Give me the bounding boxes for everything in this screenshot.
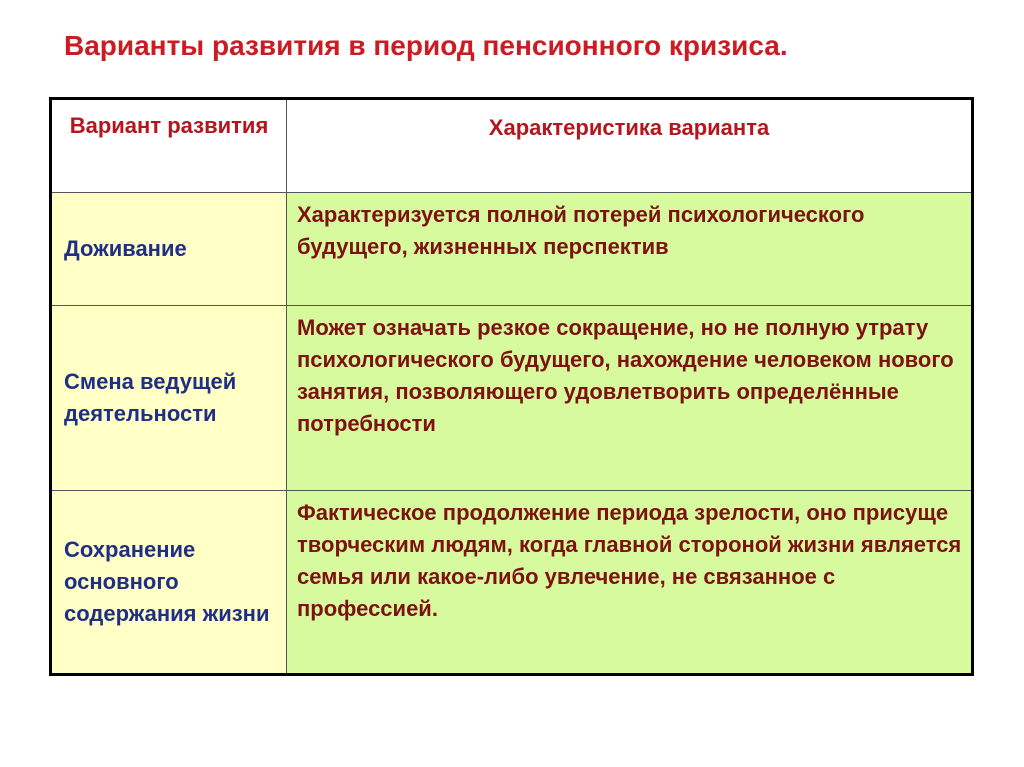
slide-title: Варианты развития в период пенсионного кризиса. [64, 30, 788, 61]
variants-table [49, 97, 974, 676]
table-row [51, 306, 973, 491]
variant-cell: Смена ведущей деятельности [51, 306, 287, 491]
table-row [51, 491, 973, 675]
table-row [51, 193, 973, 306]
table-header-row [51, 99, 973, 193]
variant-cell: Сохранение основного содержания жизни [51, 491, 287, 675]
variant-cell: Доживание [51, 193, 287, 306]
description-cell: Может означать резкое сокращение, но не полную утрату психологического будущего, нахождение человеком нового занятия, позволяющего удовлетворить определённые потребности [287, 306, 973, 491]
description-cell: Характеризуется полной потерей психологического будущего, жизненных перспектив [287, 193, 973, 306]
header-variant: Вариант развития [51, 99, 287, 193]
header-characteristic: Характеристика варианта [287, 99, 973, 193]
description-cell: Фактическое продолжение периода зрелости, оно присуще творческим людям, когда главной стороной жизни является семья или какое-либо увлечение, не связанное с профессией. [287, 491, 973, 675]
